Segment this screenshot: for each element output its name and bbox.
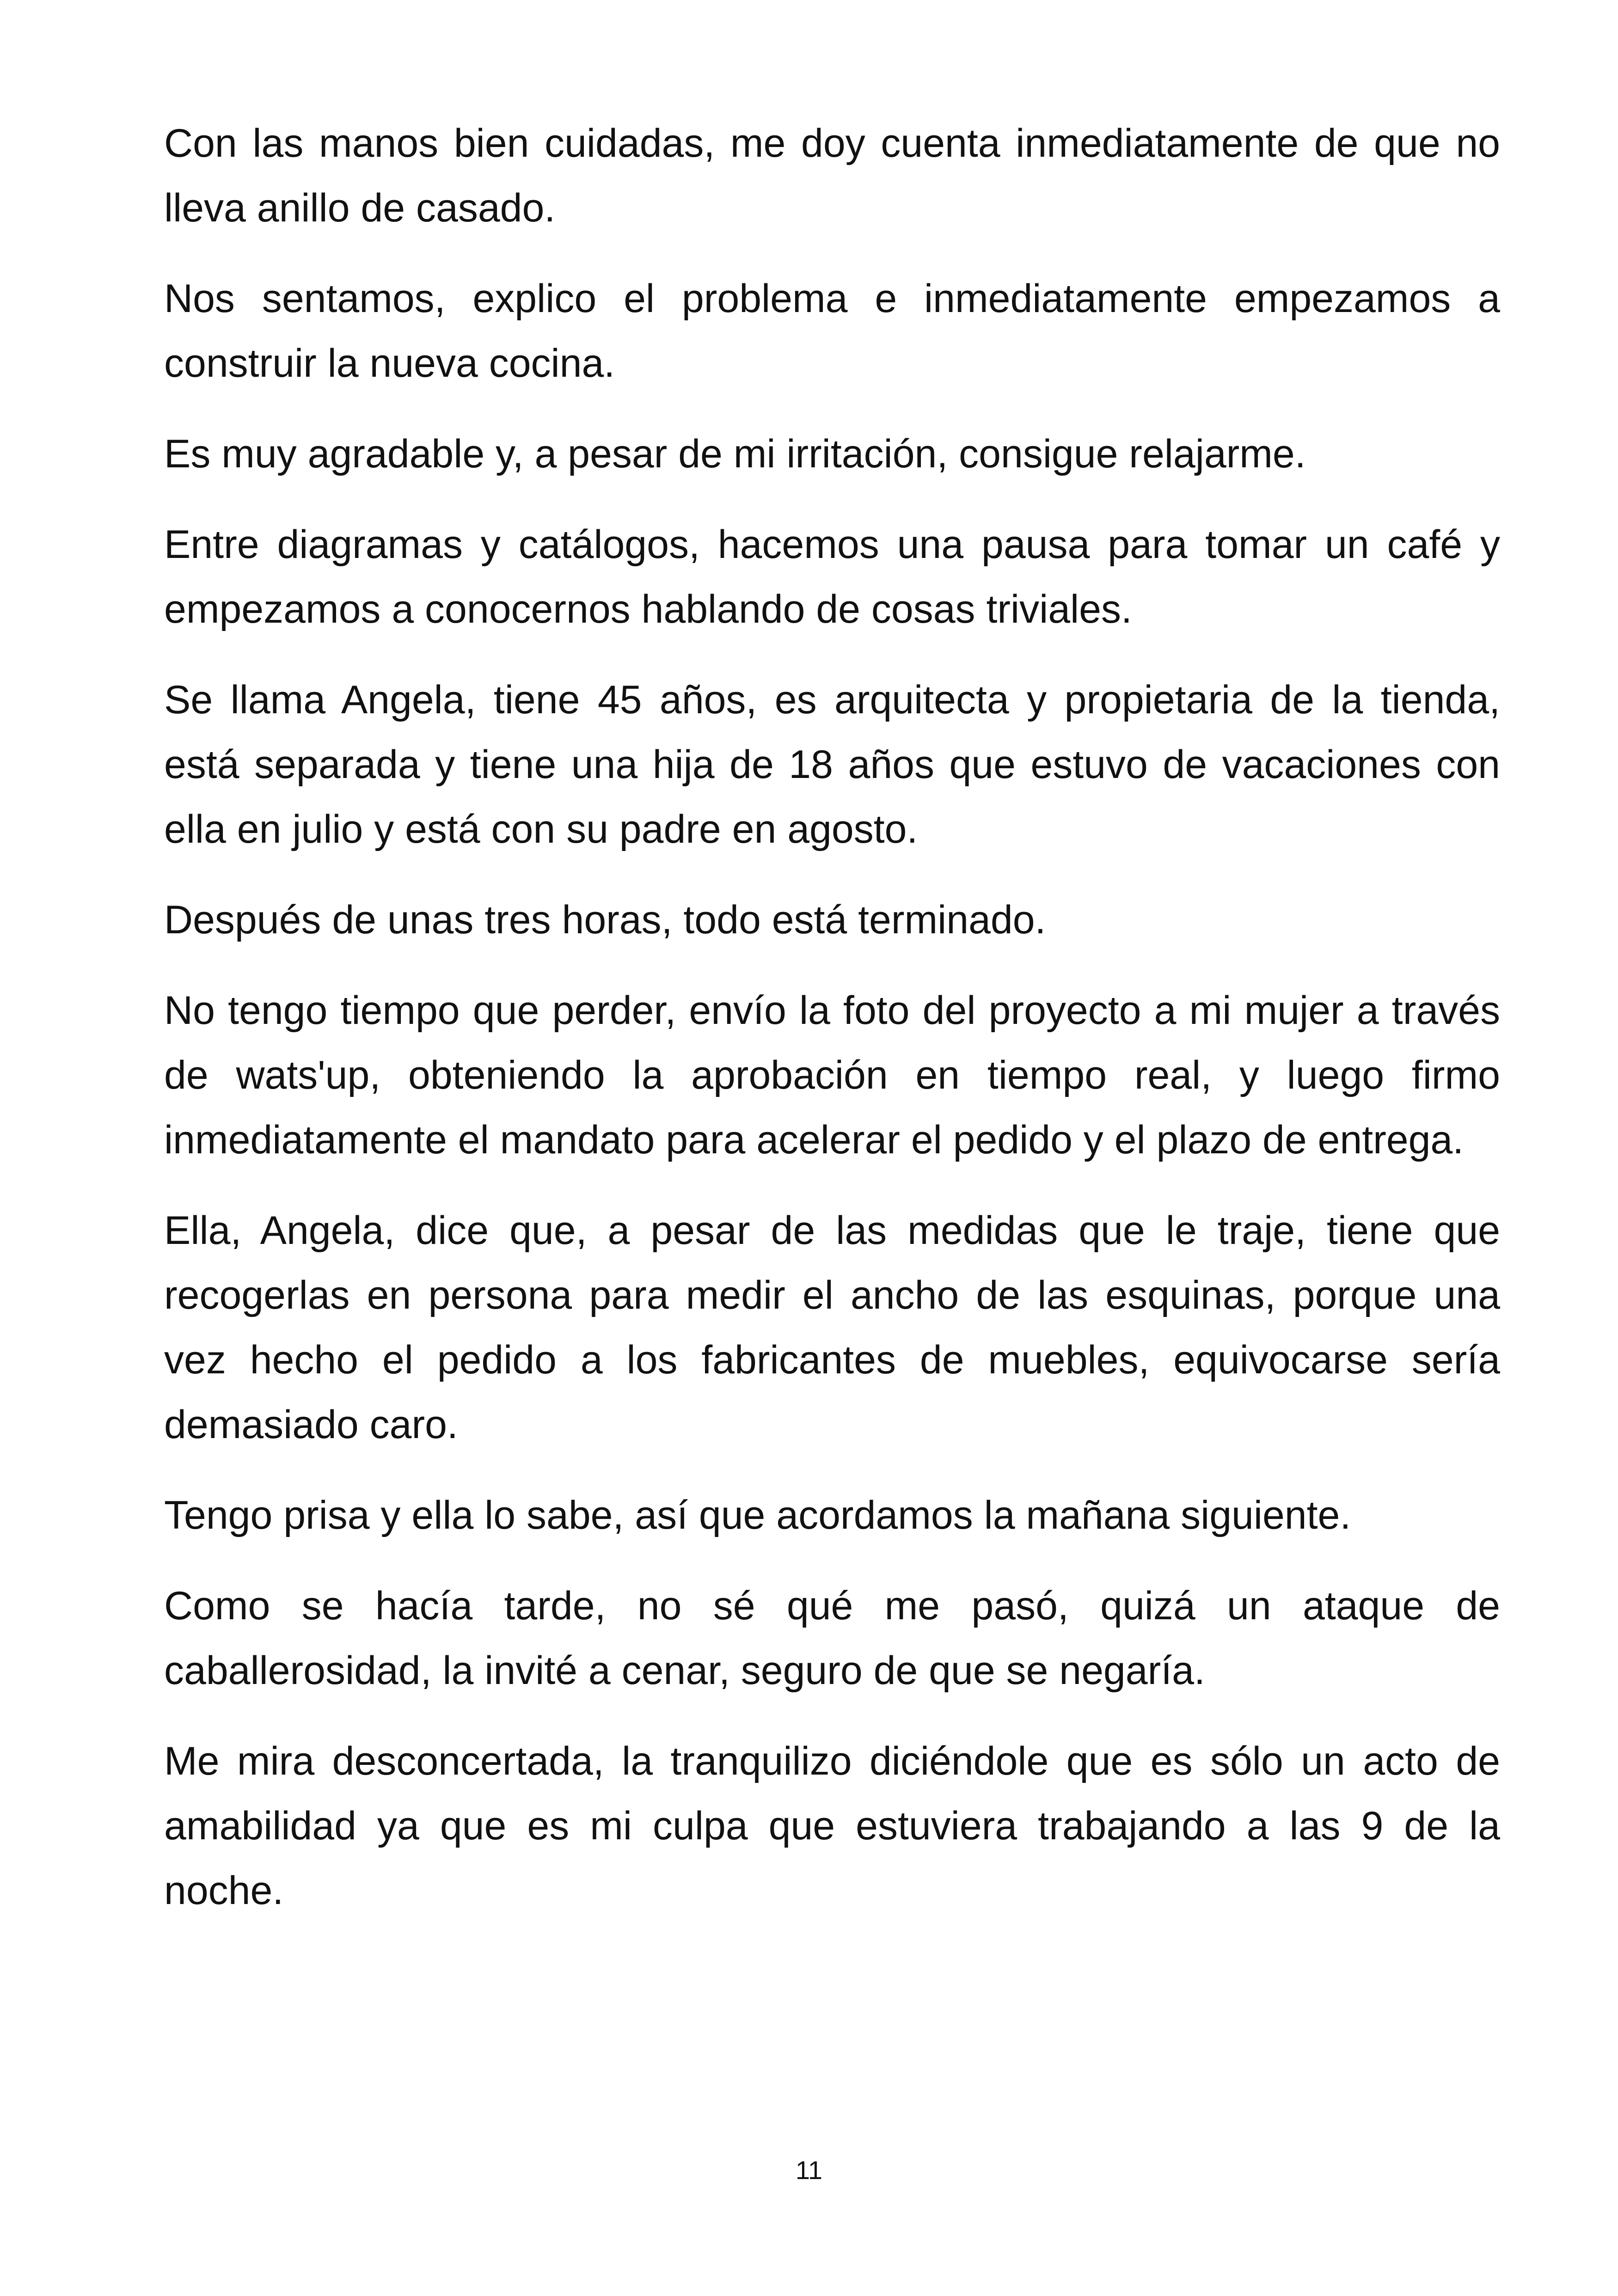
paragraph: Entre diagramas y catálogos, hacemos una pausa para tomar un café y empezamos a conocernos hablando de cosas triviales. — [164, 522, 1500, 631]
paragraph: Ella, Angela, dice que, a pesar de las medidas que le traje, tiene que recogerlas en persona para medir el ancho de las esquinas, porque una vez hecho el pedido a los fabricantes de muebles, equivocarse sería demasiado caro. — [164, 1208, 1500, 1447]
paragraph: Después de unas tres horas, todo está terminado. — [164, 898, 1046, 942]
page-number: 11 — [795, 2155, 823, 2185]
paragraph: Nos sentamos, explico el problema e inmediatamente empezamos a construir la nueva cocina. — [164, 276, 1500, 386]
paragraph: Tengo prisa y ella lo sabe, así que acordamos la mañana siguiente. — [164, 1493, 1351, 1537]
paragraph: Como se hacía tarde, no sé qué me pasó, quizá un ataque de caballerosidad, la invité a cenar, seguro de que se negaría. — [164, 1584, 1500, 1693]
paragraph: No tengo tiempo que perder, envío la foto del proyecto a mi mujer a través de wats'up, obteniendo la aprobación en tiempo real, y luego firmo inmediatamente el mandato para acelerar el pedido y el plazo de entrega. — [164, 988, 1500, 1162]
page-body — [164, 111, 1500, 1949]
paragraph: Con las manos bien cuidadas, me doy cuenta inmediatamente de que no lleva anillo de casado. — [164, 121, 1500, 230]
paragraph: Me mira desconcertada, la tranquilizo diciéndole que es sólo un acto de amabilidad ya que es mi culpa que estuviera trabajando a las 9 de la noche. — [164, 1739, 1500, 1913]
paragraph: Se llama Angela, tiene 45 años, es arquitecta y propietaria de la tienda, está separada y tiene una hija de 18 años que estuvo de vacaciones con ella en julio y está con su padre en agosto. — [164, 678, 1500, 851]
paragraph: Es muy agradable y, a pesar de mi irritación, consigue relajarme. — [164, 432, 1306, 476]
